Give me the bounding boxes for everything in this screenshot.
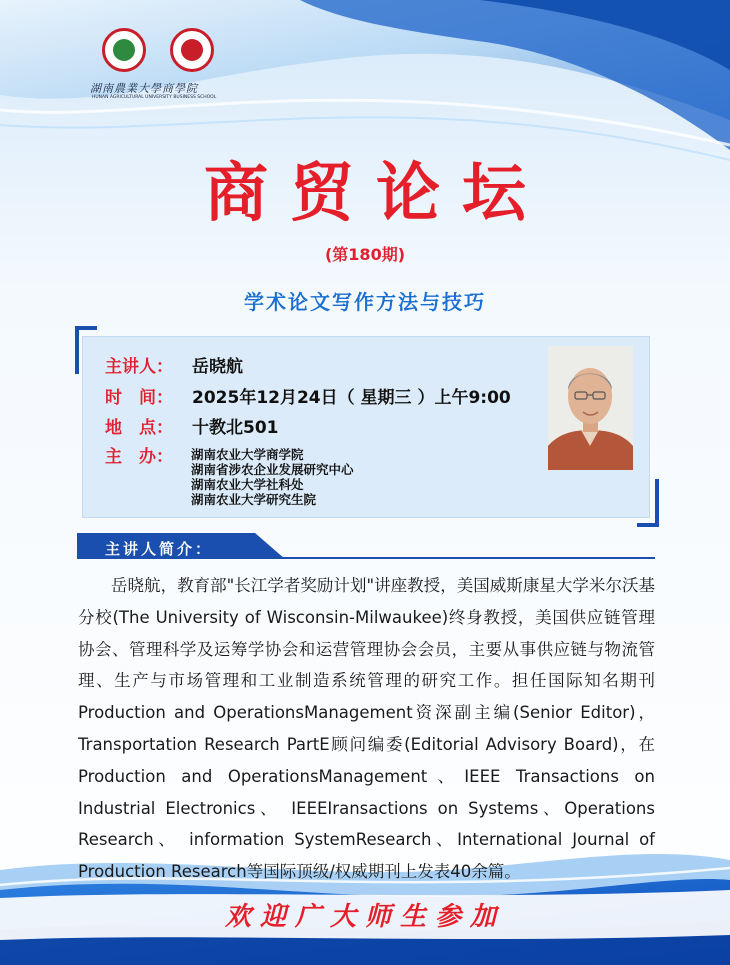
- time-row: [105, 383, 511, 408]
- host-row: [105, 442, 192, 467]
- issue-number: (第180期): [324, 245, 406, 264]
- school-name-en: HUNAN AGRICULTURAL UNIVERSITY BUSINESS SCHOOL: [92, 95, 217, 100]
- section-title: 主讲人简介：: [105, 540, 214, 558]
- school-name: 湖南農業大學商學院: [90, 82, 198, 95]
- university-seal-icon: [102, 28, 146, 72]
- speaker-name: 岳晓航: [192, 357, 243, 377]
- time-label: 时 间：: [105, 388, 173, 408]
- speaker-photo: [548, 346, 633, 470]
- bracket-decoration: [75, 326, 97, 374]
- host-label: 主 办：: [105, 447, 173, 467]
- time-value: 2025年12月24日（ 星期三 ）上午9:00: [192, 388, 511, 408]
- place-label: 地 点：: [105, 418, 173, 438]
- host-list: [191, 447, 354, 507]
- place-value: 十教北501: [192, 418, 279, 438]
- logo: [84, 28, 234, 106]
- host-item: 湖南农业大学研究生院: [191, 492, 317, 507]
- speaker-label: 主讲人：: [105, 357, 173, 377]
- bio-text: 岳晓航，教育部"长江学者奖励计划"讲座教授，美国威斯康星大学米尔沃基分校(The University of Wisconsin-Milwaukee)终身教授，美国供应链管理协会、管理科学及运筹学协会和运营管理协会会员，主要从事供应链与物流管理、生产与市场管理和工业制造系统管理的研究工作。担任国际知名期刊Production and OperationsManagement资深副主编(Senior Editor)，Transportation Research PartE顾问编委(Editorial Advisory Board)，在Production and OperationsManagement、IEEE Transactions on Industrial Electronics、 IEEEIransactions on Systems、Operations Research、 information SystemResearch、International Journal of Production Research等国际顶级/权威期刊上发表40余篇。: [78, 576, 655, 882]
- speaker-row: [105, 352, 243, 377]
- host-item: 湖南农业大学商学院: [191, 447, 304, 462]
- welcome-banner: 欢迎广大师生参加: [224, 902, 505, 932]
- place-row: [105, 413, 279, 438]
- lecture-topic: 学术论文写作方法与技巧: [244, 290, 486, 314]
- speaker-bio: [78, 570, 655, 888]
- business-school-seal-icon: [170, 28, 214, 72]
- host-item: 湖南农业大学社科处: [191, 477, 304, 492]
- host-item: 湖南省涉农企业发展研究中心: [191, 462, 354, 477]
- page-title: 商贸论坛: [204, 156, 548, 231]
- bracket-decoration: [637, 479, 659, 527]
